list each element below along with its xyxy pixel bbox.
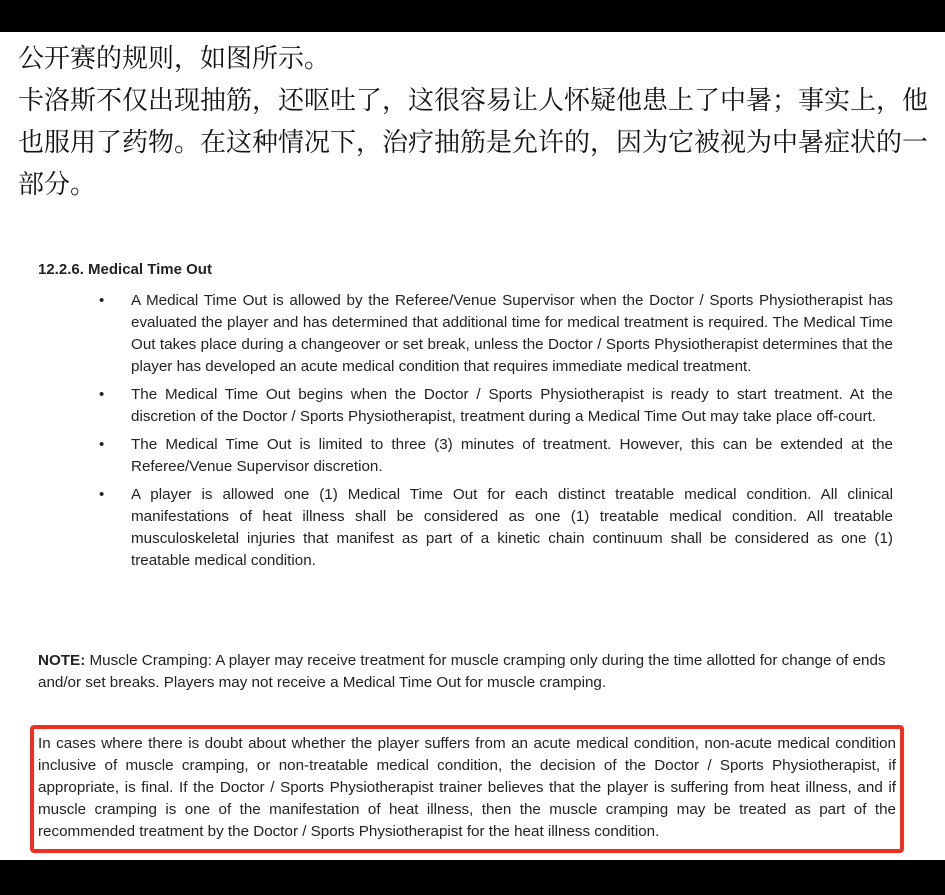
bullet-list (0, 290, 945, 578)
section-title: 12.2.6. Medical Time Out (38, 261, 212, 278)
post-text (18, 38, 930, 206)
list-item (0, 434, 893, 478)
bullet-text: A player is allowed one (1) Medical Time Out for each distinct treatable medical condition. All clinical manifestations of heat illness shall be considered as one (1) treatable medical condition. All treatable musculoskeletal injuries that manifest as part of a kinetic chain continuum shall be considered as one (1) treatable medical condition. (131, 486, 893, 569)
bullet-dot: • (99, 386, 105, 403)
note-label: NOTE: (38, 652, 86, 669)
list-item (0, 290, 893, 378)
note-paragraph (38, 650, 893, 694)
intro-line-1: 公开赛的规则，如图所示。 (18, 44, 331, 74)
post-content (0, 32, 945, 860)
bullet-text: The Medical Time Out begins when the Doctor / Sports Physiotherapist is ready to start treatment. At the discretion of the Doctor / Sports Physiotherapist, treatment during a Medical Time Out may take place off-court. (131, 386, 893, 425)
note-text: Muscle Cramping: A player may receive treatment for muscle cramping only during the time allotted for change of ends and/or set breaks. Players may not receive a Medical Time Out for muscle cramping. (38, 652, 886, 691)
intro-line-2: 卡洛斯不仅出现抽筋，还呕吐了，这很容易让人怀疑他患上了中暑；事实上，他也服用了药物。在这种情况下，治疗抽筋是允许的，因为它被视为中暑症状的一部分。 (18, 86, 929, 200)
list-item (0, 484, 893, 572)
bullet-dot: • (99, 292, 105, 309)
bottom-black-bar (0, 860, 945, 895)
top-black-bar (0, 0, 945, 32)
highlighted-paragraph: In cases where there is doubt about whether the player suffers from an acute medical condition, non-acute medical condition inclusive of muscle cramping, or non-treatable medical condition, the decision of the Doctor / Sports Physiotherapist, if appropriate, is final. If the Doctor / Sports Physiotherapist trainer believes that the player is suffering from heat illness, and if muscle cramping is one of the manifestation of heat illness, then the muscle cramping may be treated as part of the recommended treatment by the Doctor / Sports Physiotherapist for the heat illness condition. (38, 735, 896, 840)
list-item (0, 384, 893, 428)
bullet-text: A Medical Time Out is allowed by the Referee/Venue Supervisor when the Doctor / Sports Physiotherapist has evaluated the player and has determined that additional time for medical treatment is required. The Medical Time Out takes place during a changeover or set break, unless the Doctor / Sports Physiotherapist determines that the player has developed an acute medical condition that requires immediate medical treatment. (131, 292, 893, 375)
bullet-dot: • (99, 486, 105, 503)
bullet-dot: • (99, 436, 105, 453)
bullet-text: The Medical Time Out is limited to three (3) minutes of treatment. However, this can be extended at the Referee/Venue Supervisor discretion. (131, 436, 893, 475)
